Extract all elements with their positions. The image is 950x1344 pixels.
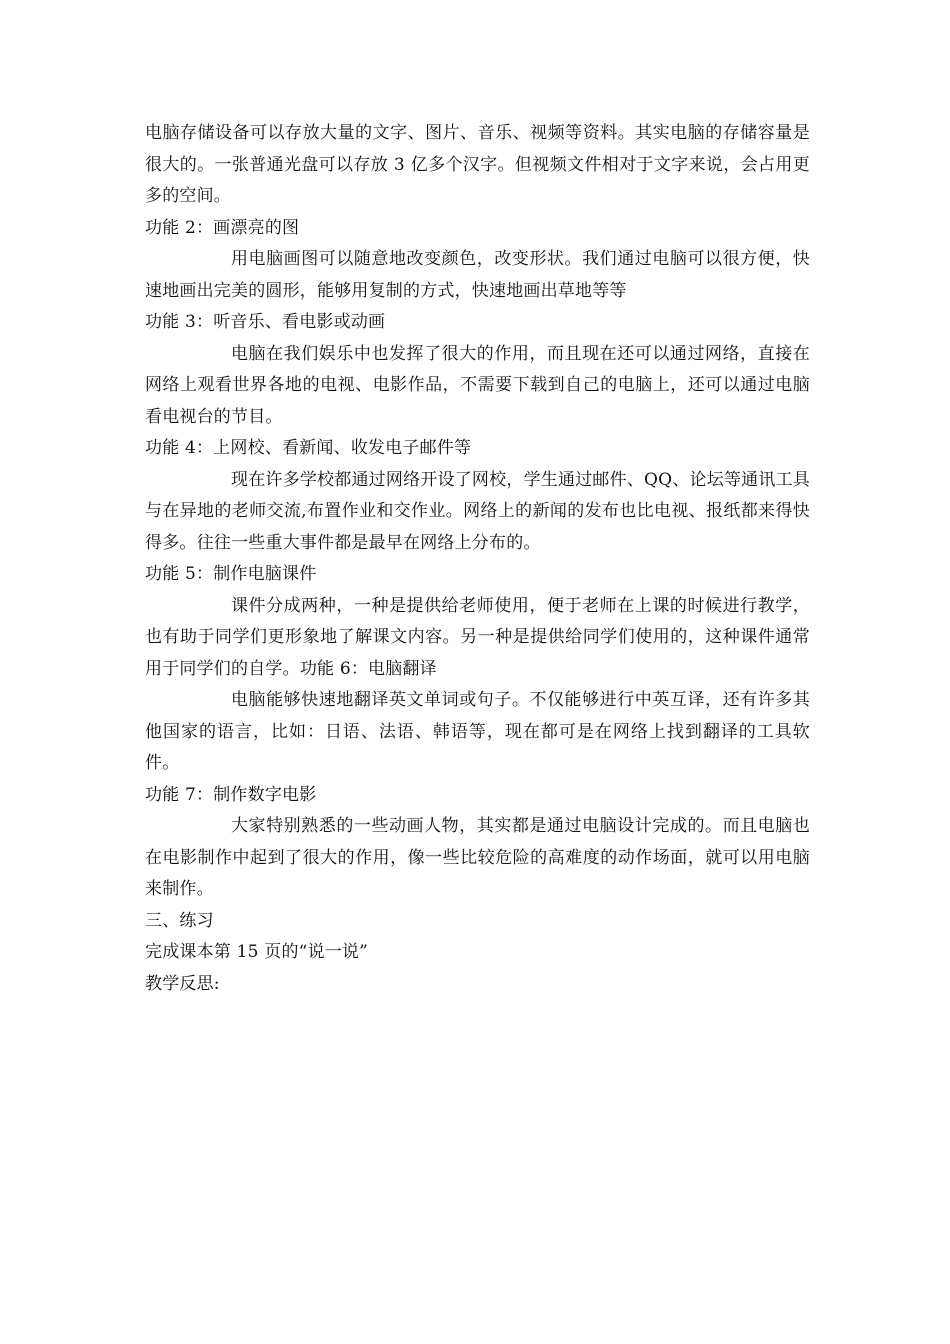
- document-body: [145, 118, 810, 1000]
- paragraph-storage: 电脑存储设备可以存放大量的文字、图片、音乐、视频等资料。其实电脑的存储容量是很大的。一张普通光盘可以存放 3 亿多个汉字。但视频文件相对于文字来说，会占用更多的空间。: [145, 123, 810, 206]
- paragraph-function-3: 电脑在我们娱乐中也发挥了很大的作用，而且现在还可以通过网络，直接在网络上观看世界各地的电视、电影作品，不需要下载到自己的电脑上，还可以通过电脑看电视台的节目。: [145, 343, 810, 427]
- paragraph-exercise: 完成课本第 15 页的“说一说”: [145, 942, 369, 962]
- paragraph-function-5-text: 课件分成两种，一种是提供给老师使用，便于老师在上课的时候进行教学，也有助于同学们更形象地了解课文内容。另一种是提供给同学们使用的，这种课件通常用于同学们的自学。: [145, 595, 810, 679]
- paragraph-function-6: 电脑能够快速地翻译英文单词或句子。不仅能够进行中英互译，还有许多其他国家的语言，比如：日语、法语、韩语等，现在都可是在网络上找到翻译的工具软件。: [145, 690, 810, 773]
- paragraph-function-5: [145, 591, 810, 686]
- heading-function-4: 功能 4：上网校、看新闻、收发电子邮件等: [145, 438, 472, 458]
- heading-function-7: 功能 7：制作数字电影: [145, 784, 317, 805]
- heading-exercise-section: 三、练习: [145, 910, 214, 931]
- paragraph-function-4: 现在许多学校都通过网络开设了网校，学生通过邮件、QQ、论坛等通讯工具与在异地的老师交流,布置作业和交作业。网络上的新闻的发布也比电视、报纸都来得快得多。往往一些重大事件都是最早在网络上分布的。: [145, 469, 810, 553]
- paragraph-teaching-reflection: 教学反思:: [145, 973, 220, 994]
- heading-function-2: 功能 2：画漂亮的图: [145, 217, 300, 238]
- paragraph-function-2: 用电脑画图可以随意地改变颜色，改变形状。我们通过电脑可以很方便，快速地画出完美的圆形，能够用复制的方式，快速地画出草地等等: [145, 249, 810, 301]
- heading-function-3: 功能 3：听音乐、看电影或动画: [145, 312, 386, 332]
- heading-function-5: 功能 5：制作电脑课件: [145, 564, 317, 584]
- heading-function-6: 功能 6：电脑翻译: [299, 658, 437, 679]
- paragraph-function-7: 大家特别熟悉的一些动画人物，其实都是通过电脑设计完成的。而且电脑也在电影制作中起到了很大的作用，像一些比较危险的高难度的动作场面，就可以用电脑来制作。: [145, 816, 810, 899]
